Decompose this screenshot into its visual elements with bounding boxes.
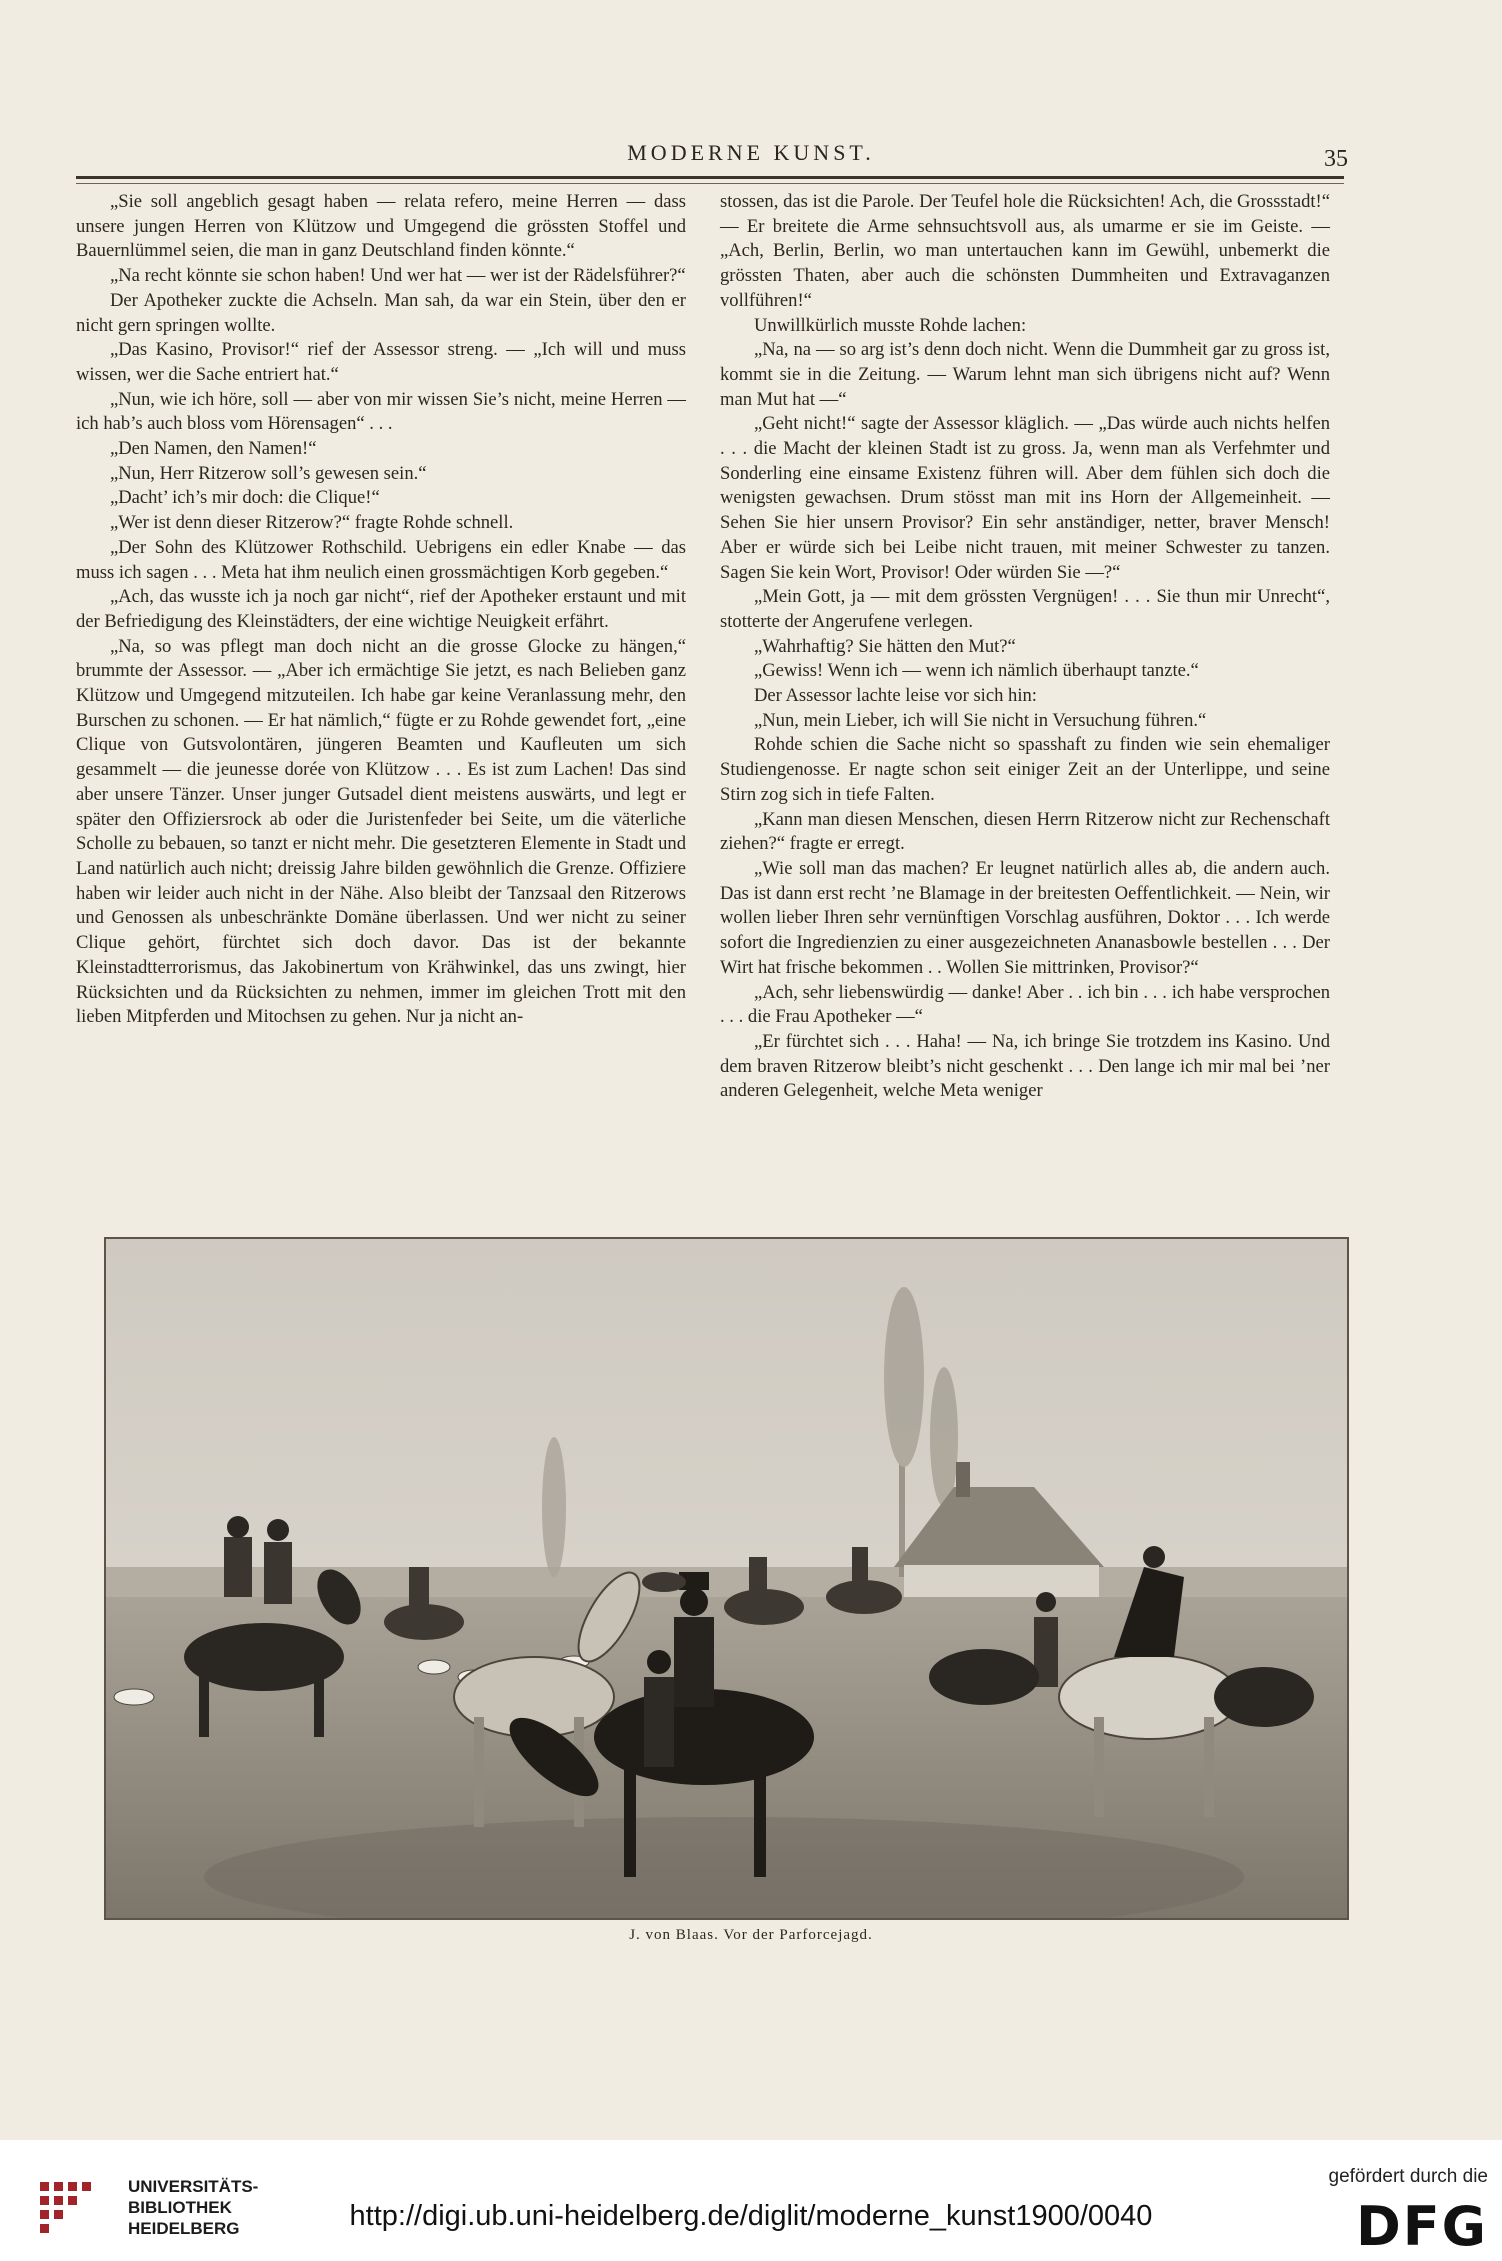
- text-column-left: [76, 190, 686, 1030]
- paragraph: Unwillkürlich musste Rohde lachen:: [754, 314, 1027, 336]
- plate-caption: J. von Blaas. Vor der Parforcejagd.: [629, 1927, 873, 1943]
- paragraph: „Er fürchtet sich . . . Haha! — Na, ich bringe Sie trotzdem ins Kasino. Und dem braven Ritzerow bleibt’s nicht geschenkt . . . Den lange ich mir mal bei ’ner anderen Gelegenheit, welche Meta weniger: [720, 1030, 1330, 1102]
- paragraph: „Dacht’ ich’s mir doch: die Clique!“: [110, 487, 380, 509]
- paragraph: „Na, so was pflegt man doch nicht an die grosse Glocke zu hängen,“ brummte der Assessor. — „Aber ich ermächtige Sie jetzt, es nach Belieben ganz Klützow und Umgegend mitzuteilen. Ich habe gar keine Veranlassung mehr, den Burschen zu schonen. — Er hat nämlich,“ fügte er zu Rohde gewendet fort, „eine Clique von Gutsvolontären, jüngeren Beamten und Kaufleuten um sich gesammelt — die jeunesse dorée von Klützow . . . Es ist zum Lachen! Das sind aber unsere Tänzer. Unser junger Gutsadel dient meistens auswärts, und legt er später den Offiziersrock ab oder die Juristenfeder bei Seite, um die väterliche Scholle zu bebauen, so tanzt er nicht mehr. Die gesetzteren Elemente in Stadt und Land natürlich auch nicht; dreissig Jahre bilden gewöhnlich die Grenze. Offiziere haben wir leider auch nicht in der Nähe. Also bleibt der Tanzsaal den Ritzerows und Genossen als unbeschränkte Domäne überlassen. Und wer nicht zu seiner Clique gehört, fürchtet sich doch davor. Das ist der bekannte Kleinstadtterrorismus, das Jakobinertum von Krähwinkel, das uns zwingt, hier Rücksichten und da Rücksichten zu nehmen, immer im gleichen Trott mit den lieben Mitpferden und Mitochsen zu gehen. Nur ja nicht an-: [76, 635, 686, 1028]
- paragraph: „Gewiss! Wenn ich — wenn ich nämlich überhaupt tanzte.“: [754, 660, 1199, 682]
- paragraph: „Ach, das wusste ich ja noch gar nicht“, rief der Apotheker erstaunt und mit der Befriedigung des Kleinstädters, der eine wichtige Neuigkeit erfährt.: [76, 586, 686, 632]
- permalink-url[interactable]: http://digi.ub.uni-heidelberg.de/diglit/moderne_kunst1900/0040: [349, 2200, 1153, 2232]
- paragraph: Rohde schien die Sache nicht so spasshaft zu finden wie sein ehemaliger Studiengenosse. Er nagte schon seit einiger Zeit an der Unterlippe, und seine Stirn zog sich in tiefe Falten.: [720, 734, 1330, 805]
- hunting-scene-plate: [104, 1237, 1349, 1920]
- header-rule: [76, 176, 1344, 179]
- paragraph: „Geht nicht!“ sagte der Assessor kläglich. — „Das würde auch nichts helfen . . . die Macht der kleinen Stadt ist zu gross. Ja, wenn man als Verfehmter und Sonderling eine einsame Existenz führen will. Aber dem fühlen sich doch die wenigsten gewachsen. Drum stösst man mit ins Horn der Allgemeinheit. — Sehen Sie hier unsern Provisor? Ein sehr anständiger, netter, braver Mensch! Aber er würde sich bei Leibe nicht trauen, mit meiner Schwester zu tanzen. Sagen Sie kein Wort, Provisor! Oder würden Sie —?“: [720, 413, 1330, 583]
- hunting-scene-illustration: [104, 1237, 1349, 1920]
- paragraph: „Nun, mein Lieber, ich will Sie nicht in Versuchung führen.“: [754, 709, 1207, 731]
- running-head: MODERNE KUNST.: [627, 140, 875, 165]
- dfg-logo: DFG: [1355, 2195, 1488, 2258]
- paragraph: „Das Kasino, Provisor!“ rief der Assessor streng. — „Ich will und muss wissen, wer die Sache entriert hat.“: [76, 339, 686, 385]
- paragraph: „Ach, sehr liebenswürdig — danke! Aber . . ich bin . . . ich habe versprochen . . . die Frau Apotheker —“: [720, 981, 1330, 1028]
- text-column-right: [720, 190, 1330, 1104]
- paragraph: „Nun, Herr Ritzerow soll’s gewesen sein.“: [110, 462, 427, 484]
- paragraph: „Der Sohn des Klützower Rothschild. Uebrigens ein edler Knabe — das muss ich sagen . . . Meta hat ihm neulich einen grossmächtigen Korb gegeben.“: [76, 536, 686, 583]
- paragraph: Der Apotheker zuckte die Achseln. Man sah, da war ein Stein, über den er nicht gern springen wollte.: [76, 289, 686, 336]
- funding-note: gefördert durch die: [1328, 2166, 1488, 2187]
- library-name: UNIVERSITÄTS- BIBLIOTHEK HEIDELBERG: [128, 2177, 259, 2238]
- paragraph: „Den Namen, den Namen!“: [110, 438, 317, 460]
- paragraph: „Na recht könnte sie schon haben! Und wer hat — wer ist der Rädelsführer?“: [110, 265, 686, 287]
- page-number: 35: [1324, 146, 1348, 172]
- paragraph: „Kann man diesen Menschen, diesen Herrn Ritzerow nicht zur Rechenschaft ziehen?“ fragte er erregt.: [720, 808, 1330, 855]
- digitization-footer: [0, 2140, 1502, 2261]
- paragraph: „Wie soll man das machen? Er leugnet natürlich alles ab, die andern auch. Das ist dann erst recht ’ne Blamage in der breitesten Oeffentlichkeit. — Nein, wir wollen lieber Ihren sehr vernünftigen Vorschlag ausführen, Doktor . . . Ich werde sofort die Ingredienzien zu einer ausgezeichneten Ananasbowle bestellen . . . Der Wirt hat frische bekommen . . Wollen Sie mittrinken, Provisor?“: [720, 857, 1330, 978]
- paragraph: „Nun, wie ich höre, soll — aber von mir wissen Sie’s nicht, meine Herren — ich hab’s auch bloss vom Hörensagen“ . . .: [76, 388, 686, 435]
- paragraph: „Mein Gott, ja — mit dem grössten Vergnügen! . . . Sie thun mir Unrecht“, stotterte der Angerufene verlegen.: [720, 586, 1330, 632]
- paragraph: „Na, na — so arg ist’s denn doch nicht. Wenn die Dummheit gar zu gross ist, kommt sie in die Zeitung. — Warum lehnt man sich übrigens nicht auf? Wenn man Mut hat —“: [720, 339, 1330, 410]
- paragraph: Der Assessor lachte leise vor sich hin:: [754, 685, 1037, 707]
- paragraph: „Wahrhaftig? Sie hätten den Mut?“: [754, 635, 1016, 657]
- header-rule-thin: [76, 183, 1344, 184]
- paragraph: „Sie soll angeblich gesagt haben — relata refero, meine Herren — dass unsere jungen Herren von Klützow und Umgegend die grössten Stoffel und Bauernlümmel seien, die man in ganz Deutschland finden könnte.“: [76, 191, 686, 262]
- paragraph: stossen, das ist die Parole. Der Teufel hole die Rücksichten! Ach, die Grossstadt!“ — Er breitete die Arme sehnsuchtsvoll aus, als umarme er sie im Geiste. — „Ach, Berlin, Berlin, wo man untertauchen kann im Gewühl, unbemerkt die grössten Thaten, aber auch die schönsten Dummheiten und Extravaganzen vollführen!“: [720, 191, 1330, 311]
- paragraph: „Wer ist denn dieser Ritzerow?“ fragte Rohde schnell.: [110, 512, 514, 534]
